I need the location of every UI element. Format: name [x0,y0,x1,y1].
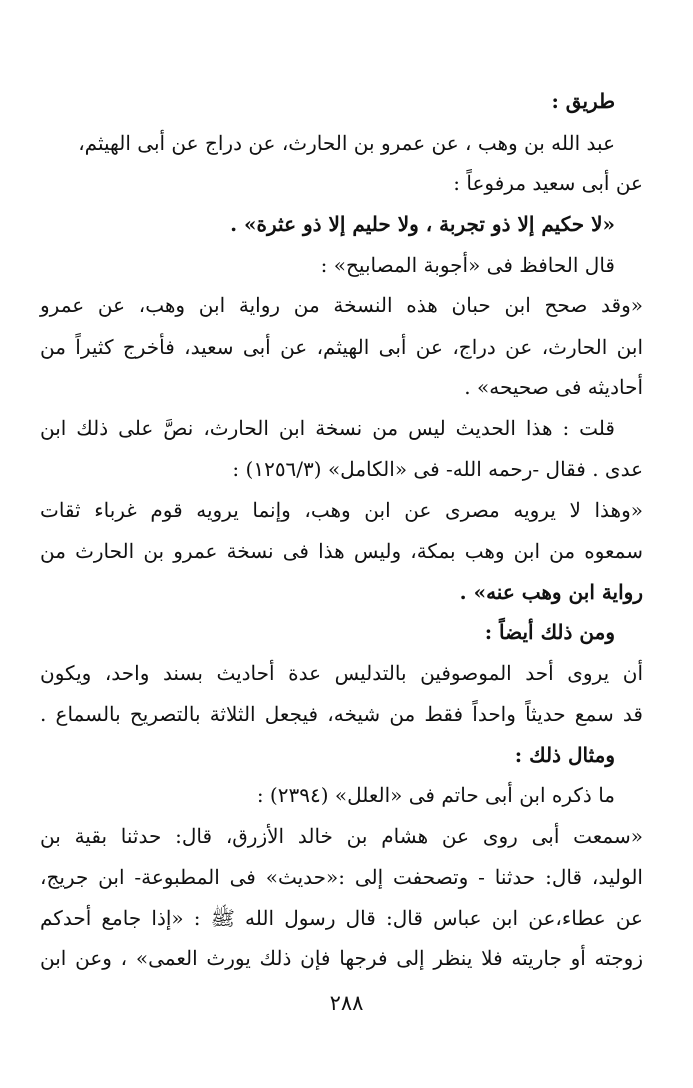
text-line: «سمعت أبى روى عن هشام بن خالد الأزرق، قال: حدثنا بقية بن [40,824,643,848]
text-line: عن أبى سعيد مرفوعاً : [453,171,643,195]
text-line-hadith: «لا حكيم إلا ذو تجربة ، ولا حليم إلا ذو عثرة» . [230,212,615,236]
text-line: أن يروى أحد الموصوفين بالتدليس عدة أحاديث بسند واحد، ويكون [40,661,643,685]
text-line: عبد الله بن وهب ، عن عمرو بن الحارث، عن دراج عن أبى الهيثم، [78,131,615,155]
text-line: «وقد صحح ابن حبان هذه النسخة من رواية ابن وهب، عن عمرو [40,293,643,317]
text-line: سمعوه من ابن وهب بمكة، وليس هذا فى نسخة عمرو بن الحارث من [40,539,643,563]
text-line: رواية ابن وهب عنه» . [459,580,643,604]
text-line: عدى . فقال -رحمه الله- فى «الكامل» (١٢٥٦/٣) : [232,457,643,481]
text-line: قال الحافظ فى «أجوبة المصابيح» : [320,253,615,277]
text-line: قلت : هذا الحديث ليس من نسخة ابن الحارث، نصَّ على ذلك ابن [40,416,615,440]
text-line: ما ذكره ابن أبى حاتم فى «العلل» (٢٣٩٤) : [256,783,615,807]
text-line: أحاديثه فى صحيحه» . [464,375,643,399]
text-line: ابن الحارث، عن دراج، عن أبى الهيثم، عن أبى سعيد، فأخرج كثيراً من [40,335,643,359]
text-line: عن عطاء،عن ابن عباس قال: قال رسول الله ﷺ : «إذا جامع أحدكم [40,906,643,930]
text-line: «وهذا لا يرويه مصرى عن ابن وهب، وإنما يرويه قوم غرباء ثقات [40,498,643,522]
page-number: ٢٨٨ [329,991,364,1015]
text-line-heading-mithal: ومثال ذلك : [514,743,615,767]
text-line-heading-wamin: ومن ذلك أيضاً : [484,620,615,644]
text-line: قد سمع حديثاً واحداً فقط من شيخه، فيجعل الثلاثة بالتصريح بالسماع . [40,702,643,726]
text-line: الوليد، قال: حدثنا - وتصحفت إلى :«حديث» فى المطبوعة- ابن جريج، [40,865,643,889]
text-line: زوجته أو جاريته فلا ينظر إلى فرجها فإن ذلك يورث العمى» ، وعن ابن [40,946,643,970]
text-line-heading-tariq: طريق : [551,89,615,113]
